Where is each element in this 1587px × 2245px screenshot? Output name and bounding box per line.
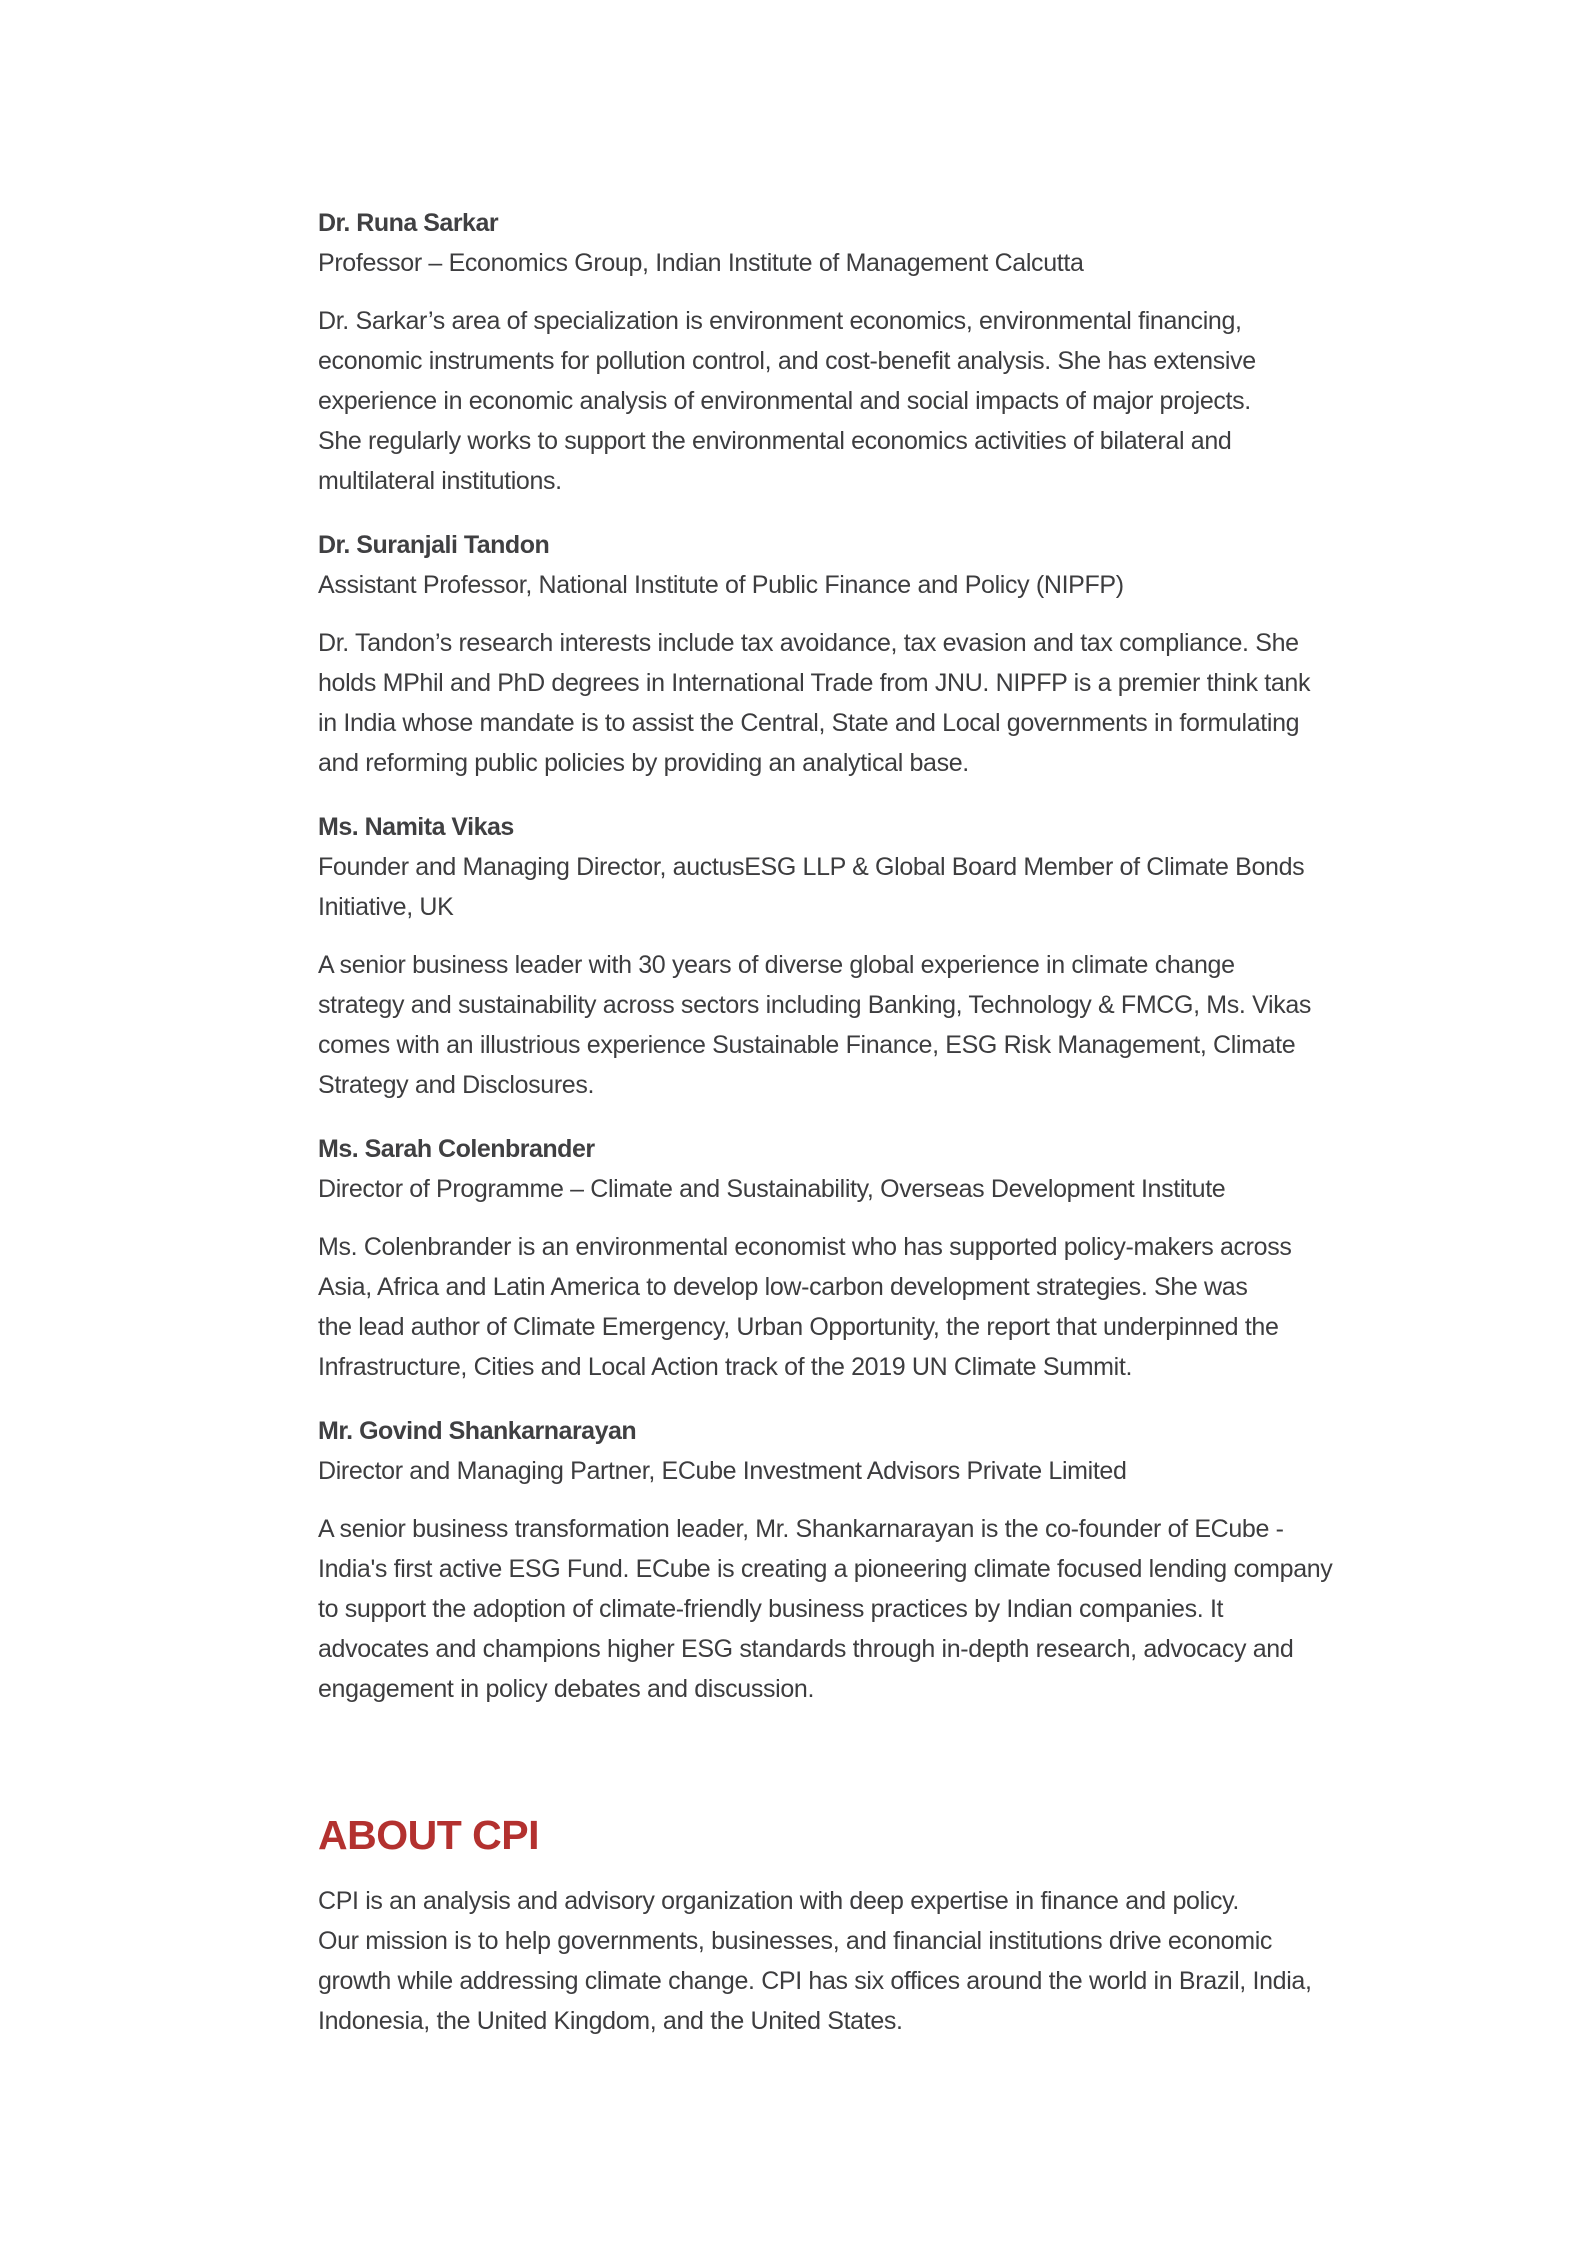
bio-namita-vikas — [318, 807, 1458, 1105]
description-line: Strategy and Disclosures. — [318, 1071, 595, 1099]
description-line: engagement in policy debates and discussion. — [318, 1675, 815, 1703]
description-line: Dr. Tandon’s research interests include tax avoidance, tax evasion and tax compliance. She — [318, 629, 1299, 657]
person-title: Founder and Managing Director, auctusESG LLP & Global Board Member of Climate Bonds — [318, 853, 1305, 881]
person-description — [318, 1509, 1458, 1709]
description-line: economic instruments for pollution control, and cost-benefit analysis. She has extensive — [318, 347, 1256, 375]
person-title: Assistant Professor, National Institute of Public Finance and Policy (NIPFP) — [318, 571, 1124, 599]
person-name: Mr. Govind Shankarnarayan — [318, 1417, 637, 1445]
person-description — [318, 1227, 1458, 1387]
description-line: holds MPhil and PhD degrees in International Trade from JNU. NIPFP is a premier think tank — [318, 669, 1311, 697]
description-line: A senior business leader with 30 years of diverse global experience in climate change — [318, 951, 1235, 979]
about-line: growth while addressing climate change. CPI has six offices around the world in Brazil, India, — [318, 1967, 1312, 1995]
about-line: Indonesia, the United Kingdom, and the United States. — [318, 2007, 903, 2035]
person-name: Ms. Sarah Colenbrander — [318, 1135, 595, 1163]
person-title: Director of Programme – Climate and Sustainability, Overseas Development Institute — [318, 1175, 1226, 1203]
document-page — [318, 203, 1458, 2041]
description-line: A senior business transformation leader, Mr. Shankarnarayan is the co-founder of ECube - — [318, 1515, 1284, 1543]
person-description — [318, 945, 1458, 1105]
person-title: Professor – Economics Group, Indian Institute of Management Calcutta — [318, 249, 1084, 277]
description-line: strategy and sustainability across sectors including Banking, Technology & FMCG, Ms. Vikas — [318, 991, 1312, 1019]
bio-sarah-colenbrander — [318, 1129, 1458, 1387]
description-line: the lead author of Climate Emergency, Urban Opportunity, the report that underpinned the — [318, 1313, 1279, 1341]
description-line: advocates and champions higher ESG standards through in-depth research, advocacy and — [318, 1635, 1294, 1663]
person-name: Dr. Runa Sarkar — [318, 209, 499, 237]
description-line: and reforming public policies by providing an analytical base. — [318, 749, 969, 777]
about-cpi-heading: ABOUT CPI — [318, 1812, 539, 1858]
description-line: India's first active ESG Fund. ECube is creating a pioneering climate focused lending company — [318, 1555, 1333, 1583]
description-line: in India whose mandate is to assist the Central, State and Local governments in formulating — [318, 709, 1300, 737]
description-line: Infrastructure, Cities and Local Action track of the 2019 UN Climate Summit. — [318, 1353, 1133, 1381]
bio-suranjali-tandon — [318, 525, 1458, 783]
person-name: Ms. Namita Vikas — [318, 813, 514, 841]
description-line: Dr. Sarkar’s area of specialization is environment economics, environmental financing, — [318, 307, 1242, 335]
about-line: Our mission is to help governments, businesses, and financial institutions drive economic — [318, 1927, 1273, 1955]
person-description — [318, 301, 1458, 501]
person-title-continued: Initiative, UK — [318, 893, 454, 921]
description-line: comes with an illustrious experience Sustainable Finance, ESG Risk Management, Climate — [318, 1031, 1296, 1059]
person-title: Director and Managing Partner, ECube Investment Advisors Private Limited — [318, 1457, 1127, 1485]
description-line: She regularly works to support the environmental economics activities of bilateral and — [318, 427, 1232, 455]
description-line: multilateral institutions. — [318, 467, 562, 495]
person-name: Dr. Suranjali Tandon — [318, 531, 550, 559]
description-line: Asia, Africa and Latin America to develop low-carbon development strategies. She was — [318, 1273, 1248, 1301]
bio-runa-sarkar — [318, 203, 1458, 501]
about-cpi-description — [318, 1881, 1458, 2041]
about-line: CPI is an analysis and advisory organization with deep expertise in finance and policy. — [318, 1887, 1240, 1915]
bio-govind-shankarnarayan — [318, 1411, 1458, 1709]
description-line: Ms. Colenbrander is an environmental economist who has supported policy-makers across — [318, 1233, 1292, 1261]
description-line: to support the adoption of climate-friendly business practices by Indian companies. It — [318, 1595, 1224, 1623]
description-line: experience in economic analysis of environmental and social impacts of major projects. — [318, 387, 1251, 415]
person-description — [318, 623, 1458, 783]
